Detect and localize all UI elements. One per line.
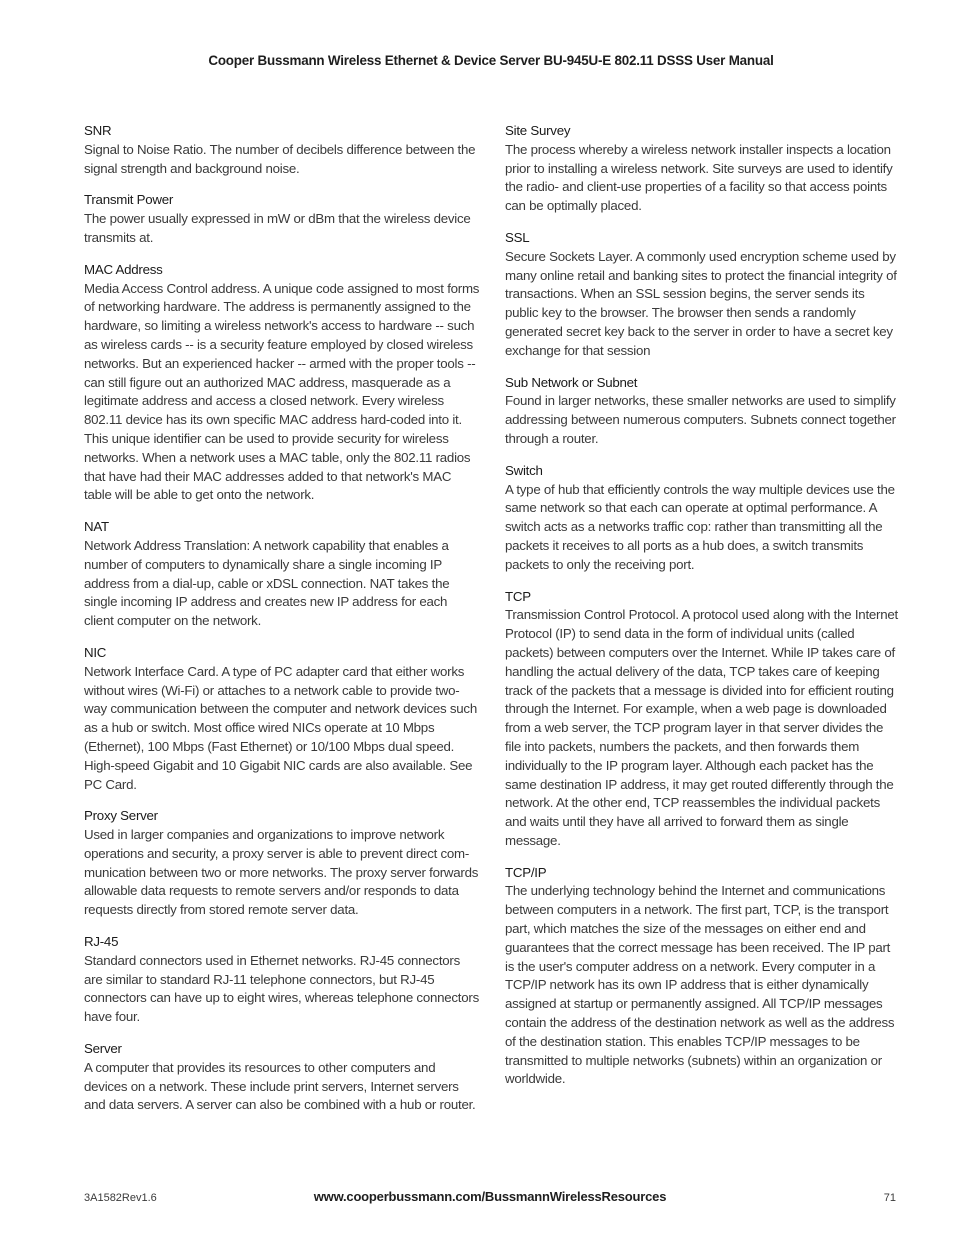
glossary-entry-tcp bbox=[505, 588, 899, 851]
glossary-entry-ssl bbox=[505, 229, 899, 361]
glossary-entry-mac-address bbox=[84, 261, 480, 505]
right-column bbox=[505, 122, 899, 1102]
glossary-definition: Standard connectors used in Ethernet networks. RJ-45 connectors are similar to standard RJ-11 telephone connectors, but RJ-45 connectors can have up to eight wires, whereas telephone connectors have four. bbox=[84, 952, 479, 1025]
glossary-entry-rj-45 bbox=[84, 933, 480, 1027]
glossary-entry-site-survey bbox=[505, 122, 899, 216]
glossary-term: TCP/IP bbox=[505, 864, 547, 880]
glossary-entry-switch bbox=[505, 462, 899, 575]
glossary-term: Server bbox=[84, 1041, 122, 1057]
glossary-definition: The power usually expressed in mW or dBm that the wireless device transmits at. bbox=[84, 211, 471, 245]
left-column bbox=[84, 122, 480, 1128]
glossary-term: SSL bbox=[505, 229, 530, 245]
glossary-term: NAT bbox=[84, 519, 109, 535]
glossary-definition: Media Access Control address. A unique code assigned to most forms of networking hardware. The address is permanently assigned to the hardware, so limiting a wireless network's access to hardware -- such as wireless cards -- is a security feature employed by closed wireless networks. But an experienced hacker -- armed with the proper tools -- can still figure out an authorized MAC address, masquerade as a legitimate address and access a closed network. Every wireless 802.11 device has its own specific MAC address hard-coded into it. This unique identifier can be used to provide security for wireless networks. When a network uses a MAC table, only the 802.11 radios that have had their MAC addresses added to that network's MAC table will be able to get onto the network. bbox=[84, 280, 480, 503]
footer-url-link[interactable]: www.cooperbussmann.com/BussmannWirelessResources bbox=[313, 1189, 667, 1204]
glossary-term: MAC Address bbox=[84, 261, 163, 277]
glossary-entry-nat bbox=[84, 518, 480, 631]
glossary-definition: Network Address Translation: A network capability that enables a number of computers to dynamically share a single incoming IP address from a dial-up, cable or xDSL connection. NAT takes the single incoming IP address and creates new IP address for each client computer on the network. bbox=[84, 537, 450, 629]
glossary-entry-nic bbox=[84, 644, 480, 794]
glossary-term: Transmit Power bbox=[84, 192, 174, 208]
glossary-entry-snr bbox=[84, 122, 480, 178]
glossary-term: Switch bbox=[505, 462, 543, 478]
glossary-entry-subnet bbox=[505, 374, 899, 449]
glossary-definition: Transmission Control Protocol. A protocol used along with the Internet Protocol (IP) to send data in the form of individual units (called packets) between computers over the Internet. While IP takes care of handling the actual delivery of the data, TCP takes care of keeping track of the packets that a message is divided into for efficient routing through the Internet. For example, when a web page is downloaded from a web server, the TCP program layer in that server divides the file into packets, numbers the packets, and then forwards them individually to the IP program layer. Although each packet has the same destination IP address, it may get routed differently through the network. At the other end, TCP reassembles the individual packets and waits until they have all arrived to forward them as single message. bbox=[505, 607, 898, 848]
footer-page-number: 71 bbox=[883, 1192, 896, 1204]
glossary-entry-transmit-power bbox=[84, 191, 480, 247]
glossary-definition: Signal to Noise Ratio. The number of decibels difference between the signal strength and background noise. bbox=[84, 141, 476, 176]
glossary-definition: Secure Sockets Layer. A commonly used encryption scheme used by many online retail and banking sites to protect the financial integrity of transactions. When an SSL session begins, the server sends its public key to the browser. The browser then sends a randomly generated secret key back to the server in order to have a secret key exchange for that session bbox=[505, 248, 897, 358]
glossary-definition: A computer that provides its resources to other computers and devices on a network. These include print servers, Internet servers and data servers. A server can also be combined with a hub or router. bbox=[84, 1059, 476, 1113]
glossary-entry-proxy-server bbox=[84, 807, 480, 920]
glossary-term: Sub Network or Subnet bbox=[505, 374, 638, 390]
glossary-definition: The underlying technology behind the Internet and communications between computers in a network. The first part, TCP, is the transport part, which matches the size of the messages on either end and guarantees that the correct message has been received. The IP part is the user's computer address on a network. Every computer in a TCP/IP network has its own IP address that is either dynamically assigned at startup or permanently assigned. All TCP/IP messages contain the address of the destination network as well as the address of the destination station. This enables TCP/IP messages to be transmitted to multiple networks (subnets) within an organization or worldwide. bbox=[505, 883, 895, 1087]
glossary-definition: Network Interface Card. A type of PC adapter card that either works without wires (Wi-Fi) or attaches to a network cable to provide two-way communication between the computer and network devices such as a hub or switch. Most office wired NICs operate at 10 Mbps (Ethernet), 100 Mbps (Fast Ethernet) or 10/100 Mbps dual speed. High-speed Gigabit and 10 Gigabit NIC cards are also available. See PC Card. bbox=[84, 663, 477, 792]
glossary-definition: Used in larger companies and organizations to improve network operations and security, a proxy server is able to prevent direct com-munication between two or more networks. The proxy server forwards allowable data requests to remote servers and/or responds to data requests directly from stored remote server data. bbox=[84, 827, 479, 918]
footer-doc-id: 3A1582Rev1.6 bbox=[84, 1192, 157, 1204]
glossary-term: SNR bbox=[84, 123, 112, 138]
page-header-title: Cooper Bussmann Wireless Ethernet & Device Server BU-945U-E 802.11 DSSS User Manual bbox=[208, 53, 774, 68]
glossary-definition: Found in larger networks, these smaller networks are used to simplify addressing between numerous computers. Subnets connect together through a router. bbox=[505, 393, 896, 446]
glossary-term: TCP bbox=[505, 588, 531, 604]
glossary-term: Proxy Server bbox=[84, 808, 158, 824]
glossary-entry-tcp-ip bbox=[505, 864, 899, 1090]
glossary-definition: The process whereby a wireless network installer inspects a location prior to installing a wireless network. Site surveys are used to identify the radio- and client-use properties of a facility so that access points can be optimally placed. bbox=[505, 141, 893, 214]
glossary-term: Site Survey bbox=[505, 123, 571, 138]
glossary-entry-server bbox=[84, 1040, 480, 1115]
glossary-definition: A type of hub that efficiently controls the way multiple devices use the same network so that each can operate at optimal performance. A switch acts as a networks traffic cop: rather than transmitting all the packets it receives to all ports as a hub does, a switch transmits packets to only the receiving port. bbox=[505, 481, 895, 572]
glossary-term: NIC bbox=[84, 644, 107, 660]
glossary-term: RJ-45 bbox=[84, 934, 119, 950]
